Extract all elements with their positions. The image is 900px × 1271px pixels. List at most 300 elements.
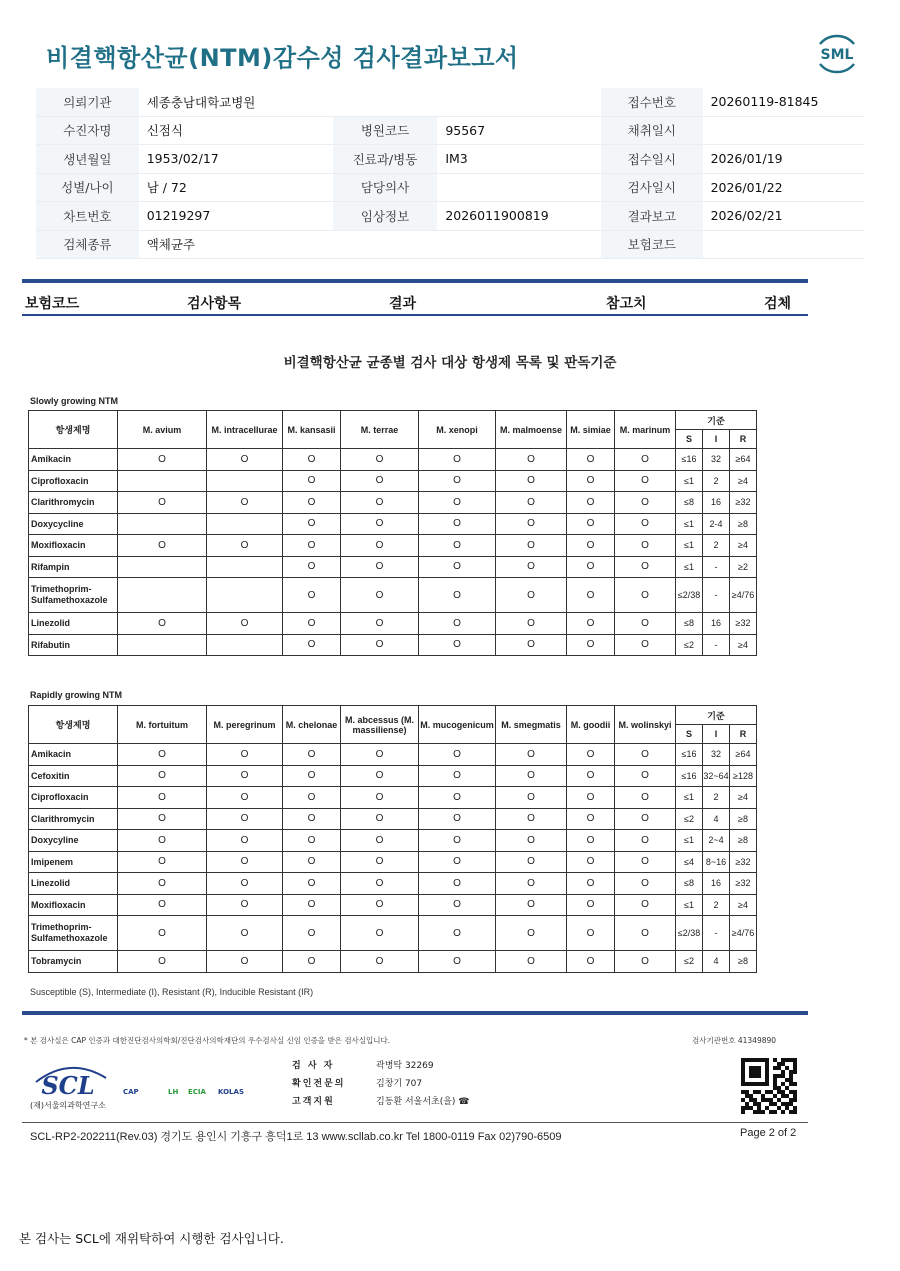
ast-row <box>29 916 757 951</box>
ast-header-row <box>29 411 757 430</box>
info-value: 2026/02/21 <box>703 202 864 231</box>
applicability-mark: O <box>118 492 207 514</box>
species-header: M. intracellurae <box>207 411 283 449</box>
applicability-mark: O <box>419 808 496 830</box>
footer-line <box>22 1122 808 1123</box>
applicability-mark: O <box>419 894 496 916</box>
applicability-mark: O <box>283 916 341 951</box>
info-value: 95567 <box>437 116 601 145</box>
drug-name: Amikacin <box>29 449 118 471</box>
criteria-i: 32 <box>703 744 730 766</box>
applicability-mark: O <box>567 470 615 492</box>
applicability-mark: O <box>419 535 496 557</box>
species-header: M. mucogenicum <box>419 706 496 744</box>
signature-role: 확인전문의 <box>292 1079 346 1089</box>
criteria-r: ≥4 <box>730 470 757 492</box>
applicability-mark: O <box>341 873 419 895</box>
info-value <box>703 230 864 259</box>
criteria-i: 16 <box>703 613 730 635</box>
criteria-r: ≥4 <box>730 787 757 809</box>
applicability-mark <box>207 556 283 578</box>
criteria-s: ≤8 <box>676 492 703 514</box>
criteria-s: ≤1 <box>676 556 703 578</box>
info-value <box>437 230 601 259</box>
applicability-mark: O <box>615 851 676 873</box>
info-row <box>36 230 864 259</box>
certification-number: 검사기관번호 41349890 <box>692 1036 777 1045</box>
species-header: M. goodii <box>567 706 615 744</box>
applicability-mark: O <box>567 634 615 656</box>
sir-header: R <box>730 430 757 449</box>
criteria-i: 2 <box>703 787 730 809</box>
applicability-mark: O <box>496 830 567 852</box>
sir-header: S <box>676 430 703 449</box>
ast-row <box>29 556 757 578</box>
col-specimen: 검체 <box>764 296 792 312</box>
applicability-mark: O <box>496 808 567 830</box>
applicability-mark: O <box>615 787 676 809</box>
criteria-s: ≤1 <box>676 830 703 852</box>
rapid-group-label: Rapidly growing NTM <box>30 690 122 700</box>
info-label: 성별/나이 <box>36 173 139 202</box>
info-value: 2026/01/22 <box>703 173 864 202</box>
applicability-mark: O <box>341 470 419 492</box>
applicability-mark: O <box>207 873 283 895</box>
applicability-mark: O <box>567 449 615 471</box>
applicability-mark: O <box>496 765 567 787</box>
sir-header: I <box>703 725 730 744</box>
ast-row <box>29 765 757 787</box>
info-row <box>36 88 864 116</box>
lab-footer: SCL-RP2-202211(Rev.03) 경기도 용인시 기흥구 흥덕1로 13 www.scllab.co.kr Tel 1800-0119 Fax 02)790-6509 <box>30 1131 562 1143</box>
drug-name: Tobramycin <box>29 951 118 973</box>
applicability-mark: O <box>283 535 341 557</box>
info-label: 의뢰기관 <box>36 88 139 116</box>
ast-row <box>29 808 757 830</box>
criteria-r: ≥128 <box>730 765 757 787</box>
applicability-mark: O <box>341 613 419 635</box>
drug-header: 항생제명 <box>29 411 118 449</box>
info-label: 검사일시 <box>601 173 703 202</box>
applicability-mark: O <box>496 634 567 656</box>
criteria-header: 기준 <box>676 706 757 725</box>
applicability-mark: O <box>567 851 615 873</box>
applicability-mark: O <box>615 765 676 787</box>
species-header: M. peregrinum <box>207 706 283 744</box>
applicability-mark: O <box>341 744 419 766</box>
criteria-i: 4 <box>703 808 730 830</box>
applicability-mark: O <box>496 556 567 578</box>
species-header: M. fortuitum <box>118 706 207 744</box>
applicability-mark: O <box>496 787 567 809</box>
applicability-mark: O <box>118 951 207 973</box>
drug-name: Ciprofloxacin <box>29 470 118 492</box>
info-row <box>36 202 864 231</box>
species-header: M. avium <box>118 411 207 449</box>
applicability-mark: O <box>207 951 283 973</box>
criteria-i: - <box>703 916 730 951</box>
info-value <box>437 88 601 116</box>
criteria-s: ≤1 <box>676 894 703 916</box>
info-label: 진료과/병동 <box>333 145 438 174</box>
criteria-s: ≤2/38 <box>676 916 703 951</box>
applicability-mark: O <box>567 556 615 578</box>
applicability-mark: O <box>118 613 207 635</box>
applicability-mark: O <box>419 634 496 656</box>
criteria-s: ≤2 <box>676 951 703 973</box>
criteria-i: 2 <box>703 470 730 492</box>
applicability-mark: O <box>207 744 283 766</box>
footer-rule <box>22 1011 808 1015</box>
applicability-mark: O <box>567 513 615 535</box>
ast-row <box>29 830 757 852</box>
species-header: M. abcessus (M. massiliense) <box>341 706 419 744</box>
col-insurance-code: 보험코드 <box>25 296 80 312</box>
applicability-mark: O <box>341 578 419 613</box>
applicability-mark: O <box>615 613 676 635</box>
applicability-mark: O <box>283 634 341 656</box>
legend: Susceptible (S), Intermediate (I), Resistant (R), Inducible Resistant (IR) <box>30 987 314 997</box>
applicability-mark: O <box>567 808 615 830</box>
sir-header: R <box>730 725 757 744</box>
applicability-mark: O <box>615 744 676 766</box>
applicability-mark: O <box>341 634 419 656</box>
applicability-mark: O <box>283 851 341 873</box>
criteria-header: 기준 <box>676 411 757 430</box>
criteria-r: ≥32 <box>730 492 757 514</box>
applicability-mark <box>118 578 207 613</box>
applicability-mark: O <box>496 851 567 873</box>
info-value: 1953/02/17 <box>139 145 333 174</box>
applicability-mark: O <box>283 470 341 492</box>
criteria-r: ≥4 <box>730 535 757 557</box>
applicability-mark: O <box>283 578 341 613</box>
info-value: 2026011900819 <box>437 202 601 231</box>
species-header: M. terrae <box>341 411 419 449</box>
info-value: 01219297 <box>139 202 333 231</box>
info-label: 검체종류 <box>36 230 139 259</box>
applicability-mark: O <box>615 894 676 916</box>
badge-ecia: ECIA <box>188 1088 206 1096</box>
applicability-mark: O <box>283 830 341 852</box>
criteria-i: 16 <box>703 873 730 895</box>
drug-name: Clarithromycin <box>29 492 118 514</box>
drug-name: Moxifloxacin <box>29 535 118 557</box>
applicability-mark: O <box>207 894 283 916</box>
drug-name: Trimethoprim-Sulfamethoxazole <box>29 578 118 613</box>
criteria-r: ≥64 <box>730 449 757 471</box>
applicability-mark: O <box>567 873 615 895</box>
applicability-mark: O <box>341 787 419 809</box>
drug-name: Doxycycline <box>29 513 118 535</box>
criteria-s: ≤8 <box>676 873 703 895</box>
applicability-mark: O <box>567 535 615 557</box>
applicability-mark: O <box>567 894 615 916</box>
drug-name: Doxycyline <box>29 830 118 852</box>
applicability-mark: O <box>419 787 496 809</box>
signature-role: 검 사 자 <box>292 1061 335 1071</box>
applicability-mark: O <box>118 535 207 557</box>
applicability-mark: O <box>118 894 207 916</box>
criteria-r: ≥64 <box>730 744 757 766</box>
info-value: 액체균주 <box>139 230 333 259</box>
ast-row <box>29 634 757 656</box>
criteria-title: 비결핵항산균 균종별 검사 대상 항생제 목록 및 판독기준 <box>283 355 617 371</box>
applicability-mark: O <box>341 535 419 557</box>
applicability-mark: O <box>615 634 676 656</box>
applicability-mark: O <box>419 556 496 578</box>
applicability-mark: O <box>496 492 567 514</box>
criteria-r: ≥4 <box>730 634 757 656</box>
criteria-s: ≤16 <box>676 744 703 766</box>
sml-logo-text: SML <box>820 47 854 63</box>
header-rule-top <box>22 279 808 283</box>
applicability-mark: O <box>207 492 283 514</box>
drug-name: Trimethoprim-Sulfamethoxazole <box>29 916 118 951</box>
ast-row <box>29 578 757 613</box>
applicability-mark: O <box>118 830 207 852</box>
applicability-mark: O <box>615 535 676 557</box>
criteria-s: ≤16 <box>676 765 703 787</box>
ast-row <box>29 851 757 873</box>
criteria-s: ≤2/38 <box>676 578 703 613</box>
criteria-s: ≤1 <box>676 470 703 492</box>
species-header: M. smegmatis <box>496 706 567 744</box>
applicability-mark: O <box>567 744 615 766</box>
criteria-i: 2~4 <box>703 830 730 852</box>
info-label: 병원코드 <box>333 116 438 145</box>
applicability-mark: O <box>567 765 615 787</box>
applicability-mark: O <box>567 578 615 613</box>
signature-role: 고객지원 <box>292 1097 335 1107</box>
applicability-mark <box>118 634 207 656</box>
info-value: 신점식 <box>139 116 333 145</box>
ast-header-row <box>29 706 757 725</box>
sml-logo <box>812 30 862 76</box>
criteria-s: ≤2 <box>676 634 703 656</box>
applicability-mark: O <box>496 513 567 535</box>
criteria-s: ≤1 <box>676 513 703 535</box>
applicability-mark: O <box>419 916 496 951</box>
applicability-mark: O <box>496 535 567 557</box>
drug-name: Imipenem <box>29 851 118 873</box>
applicability-mark: O <box>118 744 207 766</box>
criteria-i: 2-4 <box>703 513 730 535</box>
applicability-mark: O <box>118 808 207 830</box>
applicability-mark: O <box>496 613 567 635</box>
applicability-mark: O <box>207 535 283 557</box>
applicability-mark: O <box>341 916 419 951</box>
applicability-mark: O <box>207 449 283 471</box>
criteria-i: - <box>703 578 730 613</box>
drug-name: Ciprofloxacin <box>29 787 118 809</box>
scl-logo-text: SCL <box>41 1071 95 1100</box>
signature-support <box>292 1094 470 1107</box>
applicability-mark <box>118 470 207 492</box>
signature-reviewer <box>292 1076 422 1089</box>
criteria-s: ≤1 <box>676 787 703 809</box>
info-value: 20260119-81845 <box>703 88 864 116</box>
applicability-mark: O <box>496 951 567 973</box>
criteria-i: 32 <box>703 449 730 471</box>
info-label: 보험코드 <box>601 230 703 259</box>
applicability-mark: O <box>419 470 496 492</box>
applicability-mark: O <box>341 808 419 830</box>
applicability-mark: O <box>283 613 341 635</box>
referral-note: 본 검사는 SCL에 재위탁하여 시행한 검사입니다. <box>19 1231 284 1246</box>
applicability-mark: O <box>341 894 419 916</box>
criteria-r: ≥8 <box>730 951 757 973</box>
applicability-mark: O <box>496 470 567 492</box>
applicability-mark: O <box>496 873 567 895</box>
signature-value: 곽병탁 32269 <box>376 1061 434 1071</box>
applicability-mark: O <box>419 851 496 873</box>
applicability-mark: O <box>419 951 496 973</box>
criteria-s: ≤2 <box>676 808 703 830</box>
drug-name: Linezolid <box>29 613 118 635</box>
applicability-mark: O <box>283 787 341 809</box>
info-value: 2026/01/19 <box>703 145 864 174</box>
species-header: M. wolinskyi <box>615 706 676 744</box>
info-value: 남 / 72 <box>139 173 333 202</box>
applicability-mark: O <box>283 894 341 916</box>
info-label <box>333 230 438 259</box>
applicability-mark: O <box>341 449 419 471</box>
applicability-mark <box>207 470 283 492</box>
applicability-mark: O <box>283 873 341 895</box>
slow-group-label: Slowly growing NTM <box>30 396 118 406</box>
info-label: 채취일시 <box>601 116 703 145</box>
criteria-i: 4 <box>703 951 730 973</box>
applicability-mark: O <box>118 449 207 471</box>
applicability-mark: O <box>341 513 419 535</box>
applicability-mark: O <box>207 830 283 852</box>
applicability-mark: O <box>207 613 283 635</box>
signature-value: 김동환 서울서초(을) ☎ <box>376 1097 470 1107</box>
applicability-mark: O <box>283 492 341 514</box>
applicability-mark: O <box>283 951 341 973</box>
applicability-mark <box>118 513 207 535</box>
info-value <box>703 116 864 145</box>
applicability-mark: O <box>283 556 341 578</box>
info-label: 담당의사 <box>333 173 438 202</box>
applicability-mark: O <box>283 449 341 471</box>
header-rule-bottom <box>22 314 808 316</box>
applicability-mark: O <box>118 873 207 895</box>
ast-row <box>29 873 757 895</box>
patient-info-table <box>36 88 864 259</box>
info-label: 접수일시 <box>601 145 703 174</box>
applicability-mark: O <box>615 449 676 471</box>
ast-row <box>29 535 757 557</box>
certification-note: * 본 검사실은 CAP 인증과 대한진단검사의학회/진단검사의학재단의 우수검사실 신임 인증을 받은 검사실입니다. <box>24 1036 391 1045</box>
applicability-mark: O <box>207 851 283 873</box>
applicability-mark: O <box>496 449 567 471</box>
criteria-i: - <box>703 556 730 578</box>
criteria-r: ≥32 <box>730 873 757 895</box>
applicability-mark: O <box>615 556 676 578</box>
applicability-mark: O <box>496 894 567 916</box>
species-header: M. chelonae <box>283 706 341 744</box>
sir-header: I <box>703 430 730 449</box>
applicability-mark: O <box>419 873 496 895</box>
applicability-mark: O <box>419 765 496 787</box>
applicability-mark: O <box>419 744 496 766</box>
slow-ntm-table <box>28 410 757 656</box>
applicability-mark: O <box>283 765 341 787</box>
criteria-r: ≥32 <box>730 851 757 873</box>
applicability-mark: O <box>567 787 615 809</box>
info-label: 결과보고 <box>601 202 703 231</box>
drug-name: Rifampin <box>29 556 118 578</box>
page-number: Page 2 of 2 <box>740 1127 797 1139</box>
info-label <box>333 88 438 116</box>
info-label: 차트번호 <box>36 202 139 231</box>
ast-row <box>29 951 757 973</box>
info-row <box>36 145 864 174</box>
criteria-i: 32~64 <box>703 765 730 787</box>
criteria-r: ≥32 <box>730 613 757 635</box>
species-header: M. xenopi <box>419 411 496 449</box>
applicability-mark: O <box>615 916 676 951</box>
badge-lh: LH <box>168 1088 179 1096</box>
applicability-mark: O <box>207 916 283 951</box>
ast-row <box>29 513 757 535</box>
applicability-mark: O <box>567 951 615 973</box>
criteria-r: ≥4/76 <box>730 578 757 613</box>
applicability-mark <box>207 513 283 535</box>
applicability-mark: O <box>615 808 676 830</box>
applicability-mark: O <box>496 744 567 766</box>
drug-name: Clarithromycin <box>29 808 118 830</box>
applicability-mark: O <box>283 744 341 766</box>
applicability-mark: O <box>207 765 283 787</box>
drug-name: Moxifloxacin <box>29 894 118 916</box>
applicability-mark: O <box>419 613 496 635</box>
applicability-mark: O <box>567 613 615 635</box>
criteria-r: ≥4/76 <box>730 916 757 951</box>
info-label: 수진자명 <box>36 116 139 145</box>
criteria-s: ≤8 <box>676 613 703 635</box>
applicability-mark <box>207 634 283 656</box>
applicability-mark: O <box>419 830 496 852</box>
rapid-ntm-table <box>28 705 757 973</box>
applicability-mark: O <box>283 808 341 830</box>
criteria-i: 16 <box>703 492 730 514</box>
applicability-mark: O <box>615 492 676 514</box>
applicability-mark: O <box>283 513 341 535</box>
applicability-mark: O <box>341 851 419 873</box>
criteria-r: ≥8 <box>730 808 757 830</box>
applicability-mark: O <box>615 830 676 852</box>
criteria-r: ≥8 <box>730 830 757 852</box>
criteria-r: ≥4 <box>730 894 757 916</box>
applicability-mark: O <box>496 916 567 951</box>
applicability-mark: O <box>567 492 615 514</box>
ast-row <box>29 449 757 471</box>
applicability-mark: O <box>615 578 676 613</box>
applicability-mark: O <box>118 916 207 951</box>
applicability-mark <box>118 556 207 578</box>
criteria-i: - <box>703 634 730 656</box>
criteria-s: ≤1 <box>676 535 703 557</box>
applicability-mark: O <box>118 765 207 787</box>
applicability-mark: O <box>615 951 676 973</box>
applicability-mark: O <box>419 578 496 613</box>
report-title: 비결핵항산균(NTM)감수성 검사결과보고서 <box>46 44 519 72</box>
species-header: M. kansasii <box>283 411 341 449</box>
col-test-item: 검사항목 <box>187 296 242 312</box>
